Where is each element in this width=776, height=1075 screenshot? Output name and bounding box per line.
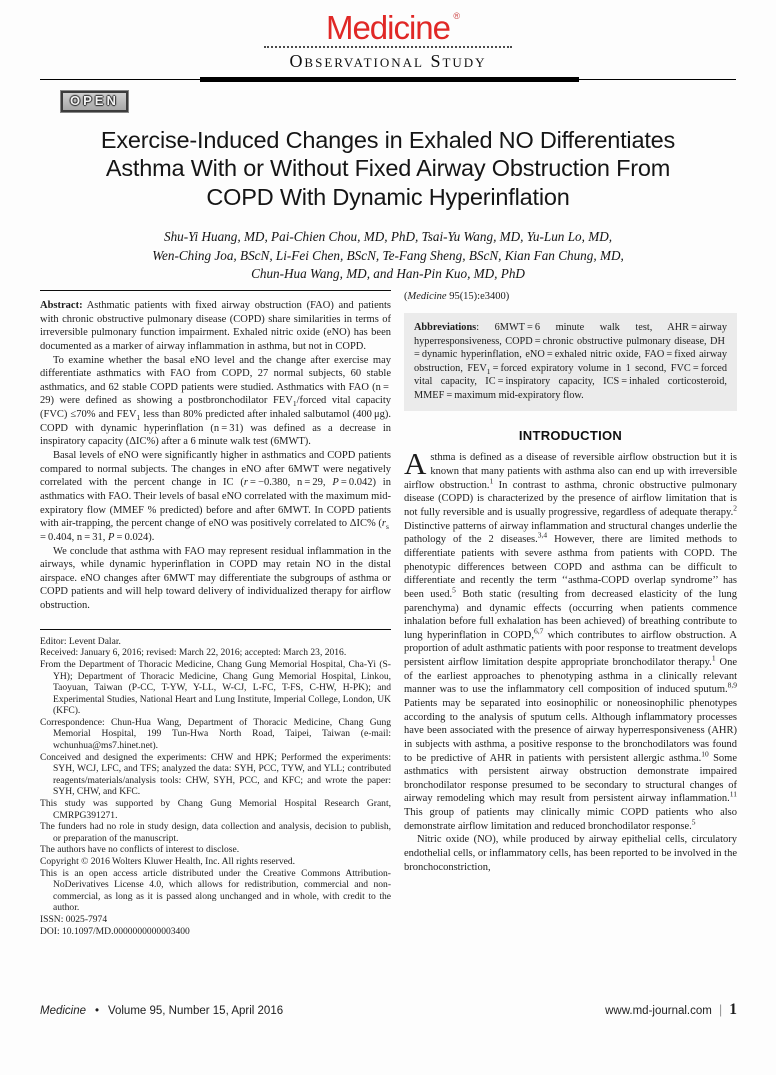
logo-dotted-rule bbox=[264, 46, 512, 48]
introduction-heading: INTRODUCTION bbox=[518, 428, 623, 444]
footnote-copyright: Copyright © 2016 Wolters Kluwer Health, Inc. All rights reserved. bbox=[40, 856, 296, 868]
author-line-3: Chun-Hua Wang, MD, and Han-Pin Kuo, MD, PhD bbox=[251, 266, 525, 282]
footnote-affiliations: From the Department of Thoracic Medicine, Chang Gung Memorial Hospital, Cha-Yi (S-YH); Department of Thoracic Medicine, Chang Gung Memorial Hospital, Linkou, Taoyuan, Taiwan (P-CC, T-YW, Y-LL, W-CJ, L-FC, T-FS, C-HW, H-PK); and Experimental Studies, National Heart and Lung Institute, Imperial College, London, UK (KFC). bbox=[40, 658, 391, 717]
author-line-1: Shu-Yi Huang, MD, Pai-Chien Chou, MD, PhD, Tsai-Yu Wang, MD, Yu-Lun Lo, MD, bbox=[163, 228, 613, 244]
footnotes-rule bbox=[40, 629, 391, 630]
footnote-correspondence: Correspondence: Chun-Hua Wang, Department of Thoracic Medicine, Chang Gung Memorial Hospital, 199 Tun-Hwa North Road, Taipei, Taiwan (e-mail: wchunhua@ms7.hinet.net). bbox=[40, 716, 391, 752]
masthead-rule bbox=[40, 77, 736, 82]
introduction-paragraph bbox=[404, 446, 737, 833]
abstract-paragraph: To examine whether the basal eNO level and the change after exercise may differentiate asthmatics with FAO from COPD, 27 normal subjects, 60 stable asthmatics, and 62 stable COPD patients were studied. Asthmatics with FAO (n = 29) were defined as showing a postbronchodilator $FEV_1$/forced vital capacity (FVC) ≤70% and $FEV_1$ less than 80% predicted after inhaled salbutamol (400 μg). COPD with dynamic hyperinflation (n = 31) was defined as a decrease in inspiratory capacity (ΔIC%) after a 6 minute walk test (6MWT). bbox=[40, 354, 392, 448]
masthead-rule-thick bbox=[200, 77, 579, 82]
article-title bbox=[0, 126, 776, 212]
footer-journal-info: Medicine • Volume 95, Number 15, April 2016 bbox=[40, 1005, 284, 1017]
abbreviations-box bbox=[404, 313, 737, 411]
author-list bbox=[0, 228, 776, 284]
abstract-paragraph bbox=[40, 299, 391, 354]
right-column bbox=[404, 290, 737, 1004]
footer-url: www.md-journal.com bbox=[605, 1005, 712, 1017]
page-footer bbox=[40, 1001, 737, 1019]
footnote-received: Received: January 6, 2016; revised: March 22, 2016; accepted: March 23, 2016. bbox=[40, 647, 347, 659]
drop-cap: A bbox=[404, 446, 427, 482]
footnote-issn: ISSN: 0025-7974 bbox=[40, 913, 108, 925]
abstract-label: Abstract: bbox=[40, 300, 83, 311]
introduction-paragraph-text: sthma is defined as a disease of reversible airflow obstruction but it is known that many patients with asthma also can end up with irreversible airflow obstruction.$^1$ In contrast to asthma, chronic obstructive pulmonary disease (COPD) is characterized by the presence of airflow limitation that is not fully reversible and is usually progressive, regardless of adequate therapy.$^2$ Distinctive patterns of airway inflammation and structural changes underlie the pathology of the 2 diseases.$^{3,4}$ However, there are limited methods to differentiate patients with severe asthma from patients with COPD. The phenotypic differences between COPD and asthma can be difficult to differentiate and recently the term ‘‘asthma-COPD overlap syndrome’’ has been used.$^5$ Both static (resulting from decreased elasticity of the lung parenchyma) and dynamic effects (occurring when patients commence inhalation before full exhalation has been achieved) of breathing contribute to lung hyperinflation in COPD,$^{6,7}$ which contributes to airflow obstruction. A proportion of adult asthmatic patients with poor response to treatment develops persistent airflow limitation despite appropriate bronchodilator therapy.$^1$ One of the earliest approaches to phenotyping asthma in a clinically relevant manner was to use the inflammatory cell composition of induced sputum.$^{8,9}$ Patients may be separated into eosinophilic or noneosinophilic phenotypes according to the analysis of sputum cells. Although inflammatory processes have been associated with the presence of airway hyperresponsiveness (AHR) in subjects with asthma, a positive response to the bronchodilators was found to be predictive of AHR in patients with persistent allergic asthma.$^{10}$ Some asthmatics with persistent airway obstruction demonstrate impaired bronchodilator response presumed to be secondary to structural changes of airway remodeling which may result from persistent airway inflammation.$^{11}$ This group of patients may clinically mimic COPD patients who also demonstrate airflow limitation and reduced bronchodilator response.$^5$ bbox=[404, 452, 737, 832]
masthead bbox=[0, 0, 776, 72]
registered-trademark-icon: ® bbox=[453, 11, 461, 21]
journal-citation: (Medicine 95(15):e3400) bbox=[404, 291, 510, 302]
abstract-paragraph: Basal levels of eNO were significantly higher in asthmatics and COPD patients compared to normal subjects. The changes in eNO after 6MWT were negatively correlated with the percent change in IC (r = −0.380, n = 29, P = 0.042) in asthmatics with FAO. Their levels of basal eNO correlated with the maximum mid-expiratory flow (MMEF % predicted) before and after 6MWT. In COPD patients with air-trapping, the percent change of eNO was positively correlated to ΔIC% ($r_s = 0.404$, n = 31, P = 0.024). bbox=[40, 450, 391, 543]
footer-right bbox=[605, 1001, 737, 1019]
introduction-section bbox=[404, 446, 737, 874]
page-number: 1 bbox=[729, 1001, 737, 1018]
footnote-conflicts: The authors have no conflicts of interest to disclose. bbox=[40, 844, 240, 856]
footnote-editor: Editor: Levent Dalar. bbox=[40, 635, 121, 647]
footnote-doi: DOI: 10.1097/MD.0000000000003400 bbox=[40, 925, 190, 937]
abbreviations-label: Abbreviations bbox=[414, 322, 477, 333]
author-line-2: Wen-Ching Joa, BScN, Li-Fei Chen, BScN, Te-Fang Sheng, BScN, Kian Fan Chung, MD, bbox=[152, 247, 624, 263]
title-line-3: COPD With Dynamic Hyperinflation bbox=[206, 184, 570, 211]
journal-logo-text: Medicine bbox=[325, 9, 451, 46]
abstract-paragraph: We conclude that asthma with FAO may represent residual inflammation in the airways, while dynamic hyperinflation in COPD may retain NO in the distal airspace. eNO changes after 6MWT may differentiate the subgroups of asthma or COPD patients and will help toward delivery of individualized therapy for airflow obstruction. bbox=[40, 545, 391, 612]
article-body bbox=[40, 290, 737, 1004]
left-column bbox=[40, 290, 391, 1004]
journal-logo bbox=[325, 9, 461, 46]
article-type-label: Observational Study bbox=[289, 51, 487, 71]
title-line-1: Exercise-Induced Changes in Exhaled NO Differentiates bbox=[100, 126, 676, 153]
abstract-paragraph-text: Asthmatic patients with fixed airway obstruction (FAO) and patients with chronic obstructive pulmonary disease (COPD) share similarities in terms of irreversible pulmonary function impairment. Exhaled nitric oxide (eNO) has been documented as a marker of airway inflammation in asthma, but not in COPD. bbox=[40, 300, 391, 352]
open-access-badge: OPEN bbox=[61, 91, 128, 112]
footer-separator: | bbox=[718, 1002, 723, 1017]
footnote-funding: This study was supported by Chang Gung Memorial Hospital Research Grant, CMRPG391271. bbox=[40, 798, 391, 821]
abstract-top-rule bbox=[40, 290, 391, 291]
footnote-funders-role: The funders had no role in study design, data collection and analysis, decision to publish, or preparation of the manuscript. bbox=[40, 821, 391, 844]
footnotes-section bbox=[40, 636, 391, 937]
title-line-2: Asthma With or Without Fixed Airway Obstruction From bbox=[105, 155, 671, 182]
abbreviations-text: : 6MWT = 6 minute walk test, AHR = airway hyperresponsiveness, COPD = chronic obstructive pulmonary disease, DH = dynamic hyperinflation, eNO = exhaled nitric oxide, FAO = fixed airway obstruction, $FEV_1$ = forced expiratory volume in 1 second, FVC = forced vital capacity, IC = inspiratory capacity, ICS = inhaled corticosteroid, MMEF = maximum mid-expiratory flow. bbox=[414, 322, 728, 401]
footnote-license: This is an open access article distributed under the Creative Commons Attribution-NoDerivatives License 4.0, which allows for redistribution, commercial and non-commercial, as long as it is passed along unchanged and in whole, with credit to the author. bbox=[40, 867, 391, 914]
introduction-paragraph: Nitric oxide (NO), while produced by airway epithelial cells, circulatory endothelial cells, or inflammatory cells, has been reported to be involved in the bronchoconstriction, bbox=[404, 834, 737, 873]
footnote-contributions: Conceived and designed the experiments: CHW and HPK; Performed the experiments: SYH, WCJ, LFC, and TFS; analyzed the data: SYH, PCC, TYW, and YLL; contributed reagents/materials/analysis tools: CHW, SYH, PCC, and KFC; and wrote the paper: SYH, CHW, and KFC. bbox=[40, 751, 391, 798]
abstract-section bbox=[40, 299, 391, 613]
